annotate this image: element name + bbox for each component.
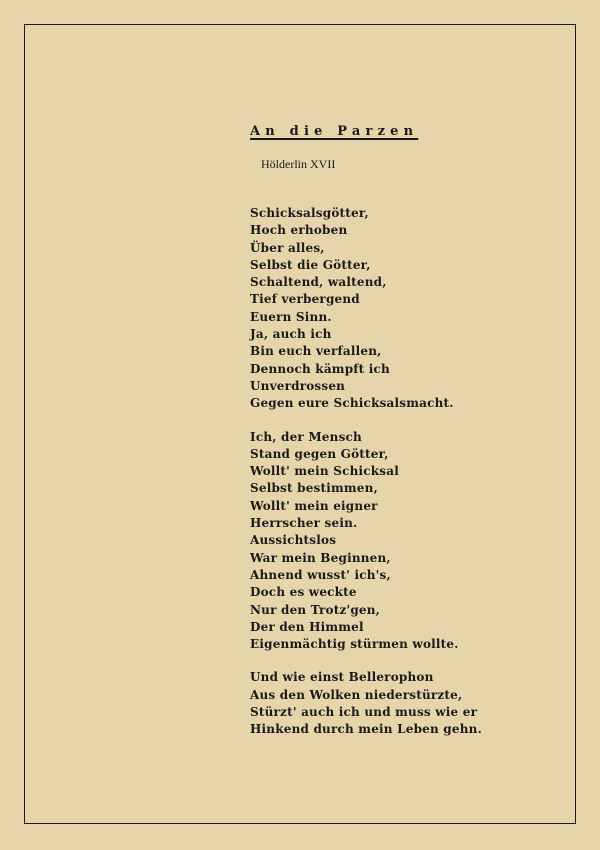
poem-line: Unverdrossen [250,378,346,393]
poem-line: Schaltend, waltend, [250,275,387,290]
poem-line: Nur den Trotz'gen, [250,602,381,617]
poem-line: Ja, auch ich [250,327,332,342]
stanza-3 [250,669,482,738]
stanza-2 [250,429,482,654]
poem-line: Aussichtslos [250,533,337,548]
poem-line: Ich, der Mensch [250,429,362,444]
poem-line: Und wie einst Bellerophon [250,670,434,685]
poem-line: Euern Sinn. [250,309,332,324]
poem-line: Herrscher sein. [250,516,358,531]
poem-line: Aus den Wolken niederstürzte, [250,687,463,702]
poem-line: War mein Beginnen, [250,550,391,565]
poem-line: Der den Himmel [250,619,364,634]
poem-title: An die Parzen [250,124,419,139]
poem-line: Schicksalsgötter, [250,206,369,220]
stanza-1 [250,205,482,413]
poem-line: Tief verbergend [250,292,360,307]
poem-line: Wollt' mein Schicksal [250,464,399,479]
poem-line: Dennoch kämpft ich [250,361,390,376]
poem-line: Gegen eure Schicksalsmacht. [250,396,454,411]
poem-line: Selbst bestimmen, [250,481,378,496]
poem-line: Hinkend durch mein Leben gehn. [250,722,482,737]
poem-line: Bin euch verfallen, [250,344,382,359]
poem-line: Über alles, [250,240,325,255]
poem-line: Doch es weckte [250,585,357,600]
poem-line: Ahnend wusst' ich's, [250,567,391,582]
poem-line: Eigenmächtig stürmen wollte. [250,637,459,652]
poem-author: Hölderlin XVII [261,157,336,171]
poem-line: Stürzt' auch ich und muss wie er [250,705,478,720]
poem-line: Selbst die Götter, [250,257,371,272]
poem-line: Hoch erhoben [250,223,348,238]
poem-line: Wollt' mein eigner [250,498,378,513]
poem-line: Stand gegen Götter, [250,446,389,461]
poem-body [250,205,482,755]
